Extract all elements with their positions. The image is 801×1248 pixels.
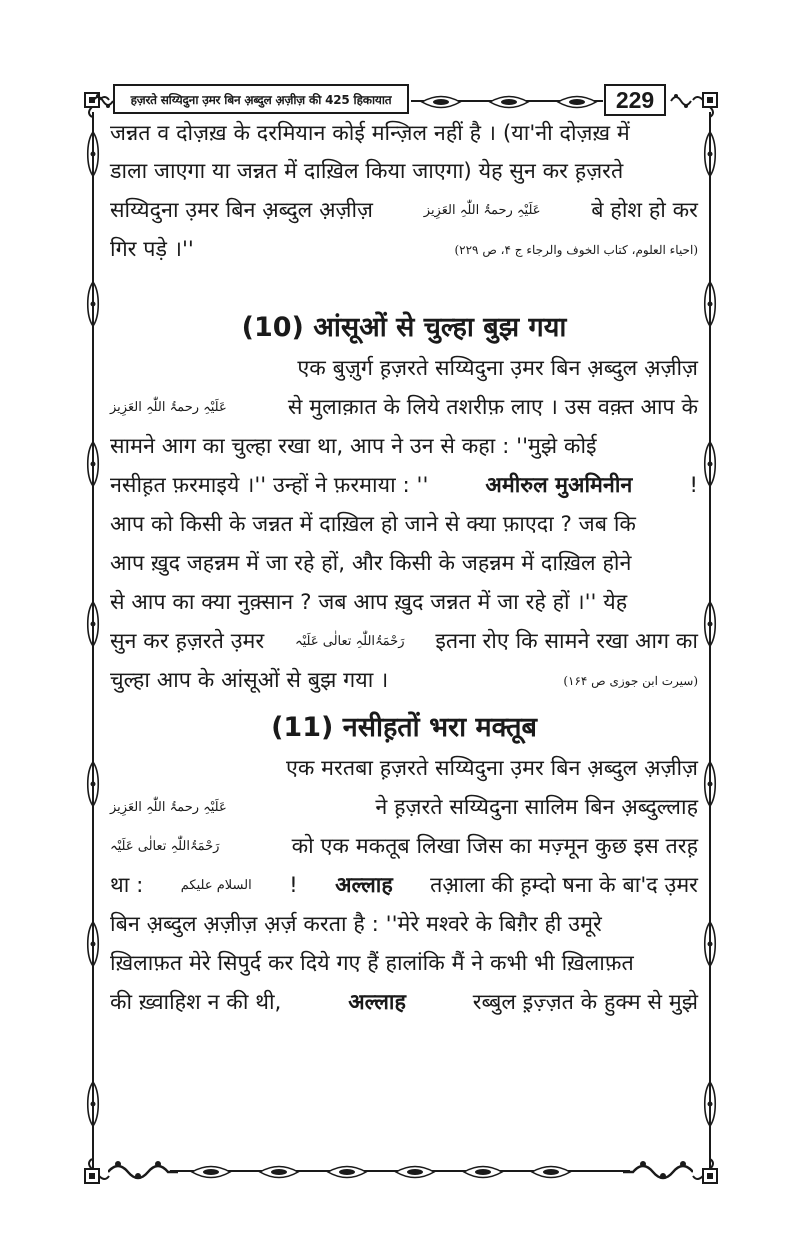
chain-ornament-icon: [394, 1164, 436, 1178]
text-line: सामने आग का चुल्हा रखा था, आप ने उन से कहा : ''मुझे कोई: [110, 434, 597, 459]
arabic-honorific: عَلَیْہِ رحمۃُ اللّٰہِ العَزِیز: [110, 400, 227, 415]
text-line: जन्नत व दोज़ख़ के दरमियान कोई मन्ज़िल नहीं है । (या'नी दोज़ख़ में: [110, 121, 630, 146]
text-line: गिर पड़े ।'' (احیاء العلوم، کتاب الخوف والرجاء ج ۴، ص ۲۲۹): [110, 234, 698, 266]
text-line: एक मरतबा ह़ज़रते सय्यिदुना उ़मर बिन अ़ब्दुल अ़ज़ीज़: [285, 756, 698, 781]
text-line: आप ख़ुद जहन्नम में जा रहे हों, और किसी के जहन्नम में दाख़िल होने: [110, 551, 632, 576]
divine-name: अल्लाह: [348, 990, 406, 1015]
text-line: नसीह़त फ़रमाइये ।'' उन्हों ने फ़रमाया : '' अमीरुल मुअमिनीन !: [110, 470, 698, 502]
arabic-honorific: عَلَیْہِ رحمۃُ اللّٰہِ العَزِیز: [423, 203, 541, 218]
vine-ornament-icon: [108, 1158, 178, 1180]
chain-ornament-icon: [556, 94, 598, 108]
arabic-honorific: رَحْمَۃُاللّٰہِ تعالٰی عَلَیْہ: [295, 634, 405, 649]
text-line: सुन कर ह़ज़रते उ़मर رَحْمَۃُاللّٰہِ تعالٰی عَلَیْہ इतना रोए कि सामने रखा आग का: [110, 626, 698, 658]
text-line: आप को किसी के जन्नत में दाख़िल हो जाने से क्या फ़ाएदा ? जब कि: [110, 512, 636, 537]
text-line: से आप का क्या नुक़्सान ? जब आप ख़ुद जन्नत में जा रहे हों ।'' येह: [110, 590, 628, 615]
text-line: बिन अ़ब्दुल अ़ज़ीज़ अ़र्ज़ करता है : ''मेरे मश्वरे के बिग़ैर ही उमूरे: [110, 912, 602, 937]
section-heading: (11) नसीह़तों भरा मक्तूब: [271, 712, 537, 743]
page-number: 229: [604, 84, 666, 116]
text-line: عَلَیْہِ رحمۃُ اللّٰہِ العَزِیز से मुलाक़ात के लिये तशरीफ़ लाए । उस वक़्त आप के: [110, 392, 698, 424]
text-line: एक बुज़ुर्ग ह़ज़रते सय्यिदुना उ़मर बिन अ़ब्दुल अ़ज़ीज़: [297, 356, 698, 381]
running-title: हज़रते सय्यिदुना उ़मर बिन अ़ब्दुल अ़ज़ीज़ की 425 हिकायात: [113, 84, 409, 114]
text-line: सय्यिदुना उ़मर बिन अ़ब्दुल अ़ज़ीज़ عَلَیْہِ رحمۃُ اللّٰہِ العَزِیز बे होश हो कर: [110, 195, 698, 227]
text-line: رَحْمَۃُاللّٰہِ تعالٰی عَلَیْہ को एक मकतूब लिखा जिस का मज़्मून कुछ इस तरह़: [110, 831, 698, 863]
text-line: चुल्हा आप के आंसूओं से बुझ गया । (سیرت ابن جوزی ص ۱۶۴): [110, 665, 698, 697]
text-line: ख़िलाफ़त मेरे सिपुर्द कर दिये गए हैं हालांकि मैं ने कभी भी ख़िलाफ़त: [110, 951, 634, 976]
citation: (احیاء العلوم، کتاب الخوف والرجاء ج ۴، ص ۲۲۹): [454, 243, 698, 257]
bold-title: अमीरुल मुअमिनीन: [485, 473, 633, 498]
chain-ornament-icon: [530, 1164, 572, 1178]
flourish-icon: [670, 92, 692, 110]
chain-ornament-icon: [258, 1164, 300, 1178]
flourish-icon: [92, 92, 114, 110]
text-line: था : السلام علیکم ! अल्लाह तआ़ला की ह़म्दो षना के बा'द उ़मर: [110, 870, 698, 902]
vine-ornament-icon: [623, 1158, 693, 1180]
divine-name: अल्लाह: [335, 873, 393, 898]
arabic-honorific: عَلَیْہِ رحمۃُ اللّٰہِ العَزِیز: [110, 800, 227, 815]
arabic-greeting: السلام علیکم: [180, 878, 252, 893]
chain-ornament-icon: [462, 1164, 504, 1178]
chain-ornament-icon: [420, 94, 462, 108]
text-line: عَلَیْہِ رحمۃُ اللّٰہِ العَزِیز ने ह़ज़रते सय्यिदुना सालिम बिन अ़ब्दुल्लाह: [110, 792, 698, 824]
arabic-honorific: رَحْمَۃُاللّٰہِ تعالٰی عَلَیْہ: [110, 839, 220, 854]
chain-ornament-icon: [190, 1164, 232, 1178]
chain-ornament-icon: [326, 1164, 368, 1178]
citation: (سیرت ابن جوزی ص ۱۶۴): [563, 674, 698, 688]
section-heading: (10) आंसूओं से चुल्हा बुझ गया: [241, 312, 567, 343]
text-line: की ख़्वाहिश न की थी, अल्लाह रब्बुल इ़ज़्ज़त के हुक्म से मुझे: [110, 987, 698, 1019]
right-border-ornament: [703, 112, 717, 1168]
left-border-ornament: [86, 112, 100, 1168]
text-line: डाला जाएगा या जन्नत में दाख़िल किया जाएगा) येह सुन कर ह़ज़रते: [110, 159, 624, 184]
chain-ornament-icon: [488, 94, 530, 108]
